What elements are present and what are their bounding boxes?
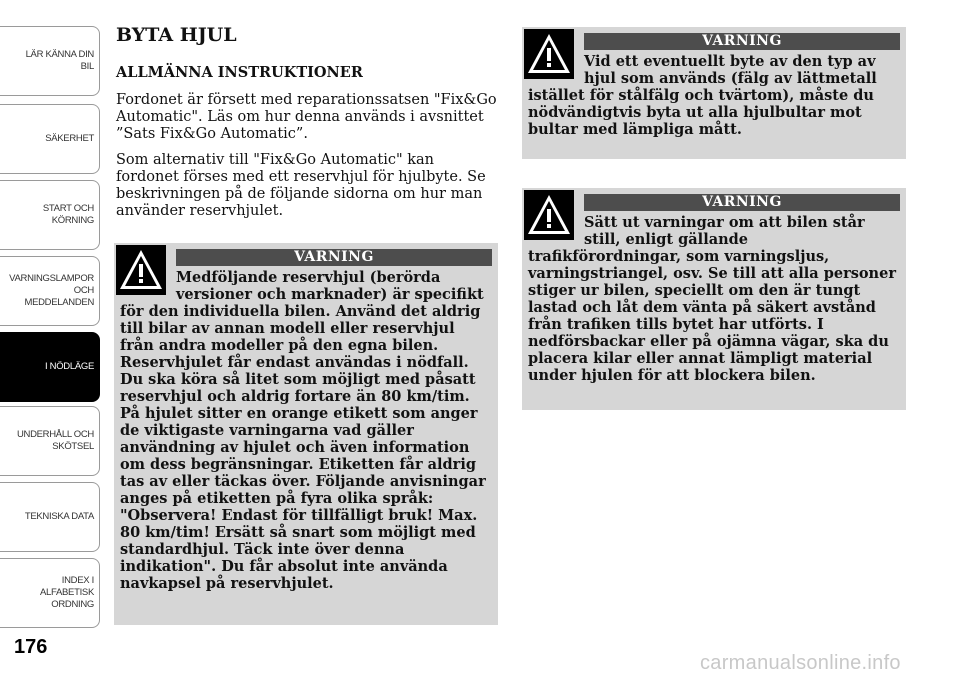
tab-varningslampor[interactable] xyxy=(0,256,100,326)
page-title: BYTA HJUL xyxy=(116,24,237,46)
paragraph-alternative: Som alternativ till "Fix&Go Automatic" kan fordonet förses med ett reservhjul för hjulbyte. Se beskrivningen på de följande sidorna om hur man använder reservhjulet. xyxy=(116,152,486,219)
tab-underhall-och-skotsel[interactable] xyxy=(0,406,100,476)
tab-lar-kanna-din-bil[interactable] xyxy=(0,26,100,96)
warning-text: istället för stålfälg och tvärtom), måste du nödvändigtvis byta ut alla hjulbultar mot bultar med lämpliga mått. xyxy=(528,87,874,138)
tab-sakerhet[interactable] xyxy=(0,104,100,174)
warning-lead: Sätt ut varningar om att bilen står still, enligt gällande xyxy=(584,214,865,248)
tab-label: TEKNISKA DATA xyxy=(24,511,94,522)
chapter-sidebar xyxy=(0,0,100,640)
warning-lead: Medföljande reservhjul (berörda versioner och marknader) är specifikt xyxy=(176,269,484,303)
warning-text: för den individuella bilen. Använd det aldrig till bilar av annan modell eller reservhjul från andra modeller på den egna bilen. Reservhjulet får endast användas i nödfall. Du ska köra så litet som möjligt med påsatt reservhjul och aldrig fortare än 80 km/tim. På hjulet sitter en orange etikett som anger de viktigaste varningarna vad gäller användning av hjulet och även information om dess begränsningar. Etiketten får aldrig tas av eller täckas över. Följande anvisningar anges på etiketten på fyra olika språk: "Observera! Endast för tillfälligt bruk! Max. 80 km/tim! Ersätt så snart som möjligt med standardhjul. Täck inte över denna indikation". Du får absolut inte använda navkapsel på reservhjulet. xyxy=(120,303,486,592)
warning-label: VARNING xyxy=(584,33,900,50)
warning-lead: Vid ett eventuellt byte av den typ av hjul som används (fälg av lättmetall xyxy=(584,53,877,87)
tab-start-och-korning[interactable] xyxy=(0,180,100,250)
tab-label: START OCH KÖRNING xyxy=(42,203,94,226)
tab-tekniska-data[interactable] xyxy=(0,482,100,552)
page-number: 176 xyxy=(14,636,48,658)
tab-label: I NÖDLÄGE xyxy=(44,361,94,372)
warning-label: VARNING xyxy=(176,249,492,266)
tab-label: LÄR KÄNNA DIN BIL xyxy=(25,49,94,72)
tab-i-nodlage[interactable] xyxy=(0,332,100,402)
tab-index[interactable] xyxy=(0,558,100,628)
watermark-footer: carmanualsonline.info xyxy=(700,652,901,674)
tab-label: UNDERHÅLL OCH SKÖTSEL xyxy=(16,429,94,452)
warning-box-spare-wheel xyxy=(114,243,498,625)
tab-label: INDEX I ALFABETISK ORDNING xyxy=(39,575,94,610)
warning-text: trafikförordningar, som varningsljus, varningstriangel, osv. Se till att alla personer stiger ur bilen, speciellt om den är tungt lastad och låt dem vänta på säkert avstånd från trafiken tills bytet har utförts. I nedförsbackar eller på ojämna vägar, ska du placera kilar eller annat lämpligt material under hjulen för att blockera bilen. xyxy=(528,248,896,384)
tab-label: SÄKERHET xyxy=(45,133,94,144)
warning-box-safety xyxy=(522,188,906,410)
section-heading: ALLMÄNNA INSTRUKTIONER xyxy=(116,64,363,81)
tab-label: VARNINGSLAMPOR OCH MEDDELANDEN xyxy=(9,273,94,308)
warning-box-wheel-bolts xyxy=(522,27,906,159)
paragraph-intro: Fordonet är försett med reparationssatsen "Fix&Go Automatic". Läs om hur denna används i avsnittet ”Sats Fix&Go Automatic”. xyxy=(116,92,497,142)
warning-label: VARNING xyxy=(584,194,900,211)
